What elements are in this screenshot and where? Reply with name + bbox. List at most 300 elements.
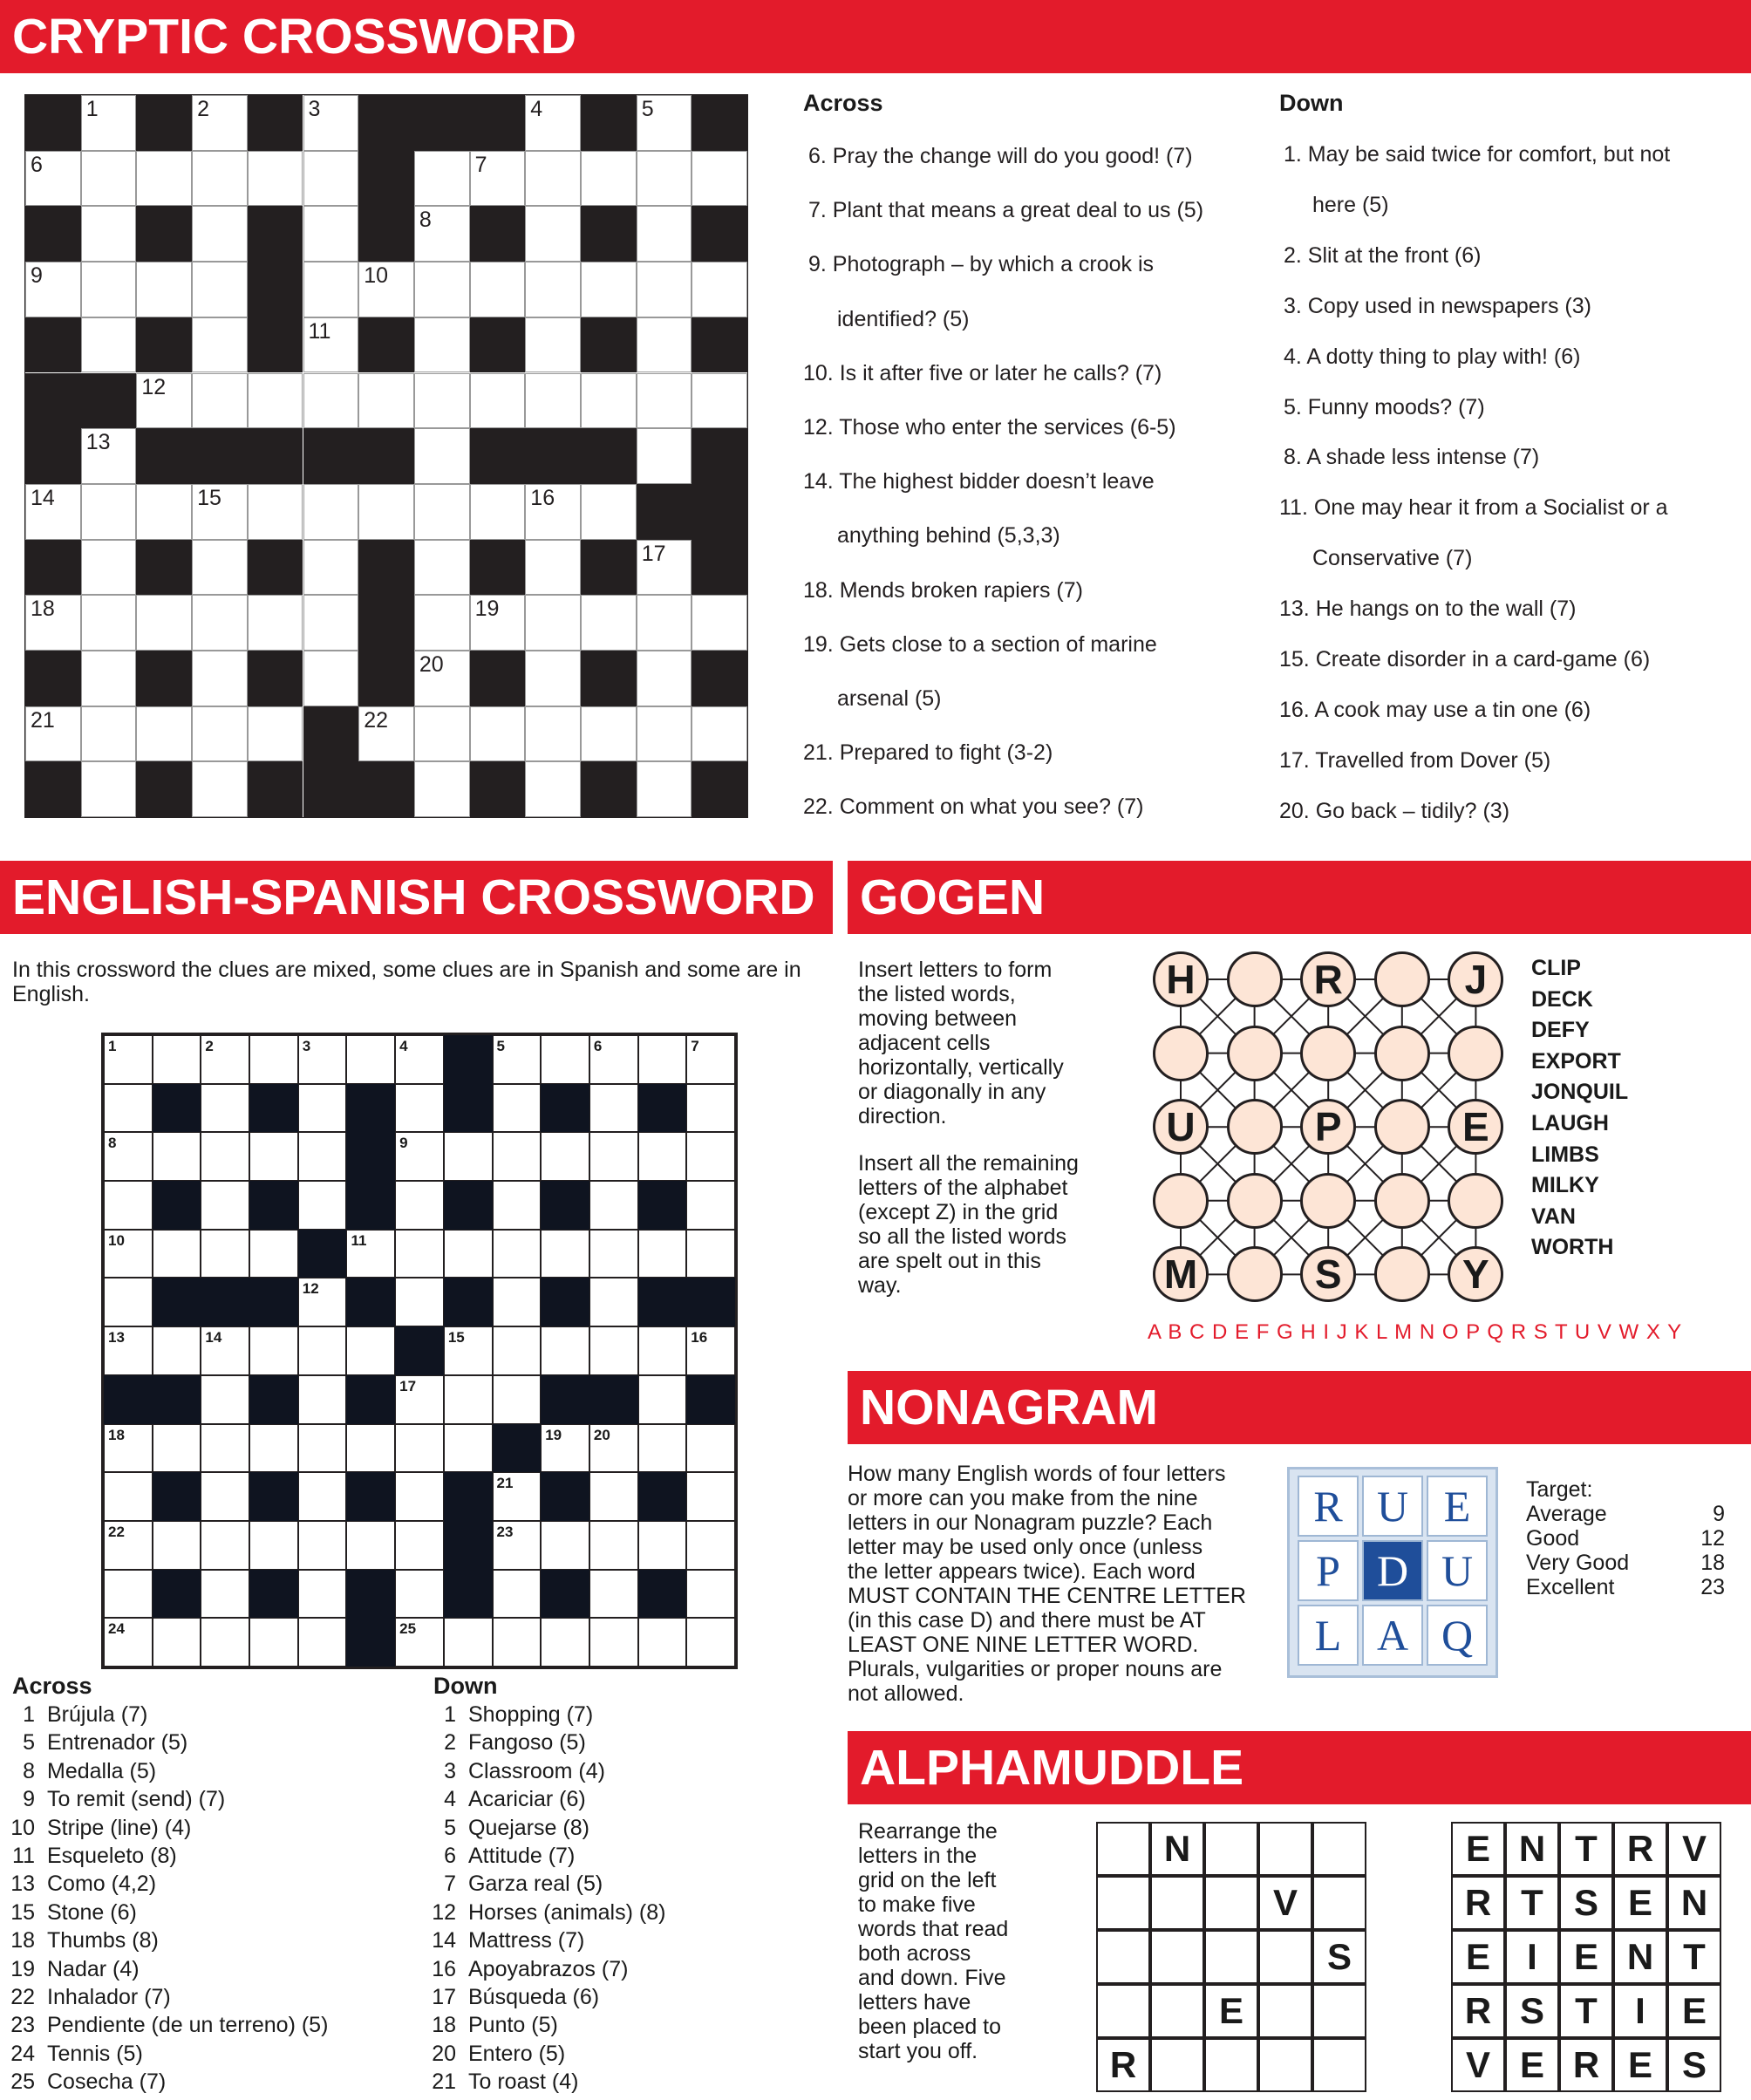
clue-number: 5 — [641, 97, 654, 121]
crossword-cell[interactable] — [493, 1181, 542, 1230]
answer-cell[interactable] — [1096, 1876, 1150, 1930]
crossword-cell[interactable] — [192, 151, 248, 207]
crossword-cell[interactable] — [153, 1424, 201, 1473]
crossword-cell[interactable] — [493, 1132, 542, 1181]
target-value: 23 — [1700, 1575, 1725, 1599]
clue-number: 9 — [31, 263, 43, 289]
answer-cell[interactable] — [1150, 1876, 1204, 1930]
answer-cell[interactable] — [1258, 1822, 1312, 1876]
clue-text: Tennis (5) — [47, 2041, 143, 2066]
across-clue — [0, 1787, 225, 1812]
crossword-cell[interactable] — [395, 1084, 444, 1133]
crossword-cell[interactable] — [346, 1035, 395, 1084]
crossword-cell[interactable] — [395, 1181, 444, 1230]
across-clue: 19. Gets close to a section of marine — [803, 631, 1157, 657]
crossword-cell[interactable] — [637, 706, 692, 762]
crossword-cell[interactable] — [395, 1521, 444, 1570]
letter-tile: Q — [1427, 1605, 1488, 1666]
crossword-cell[interactable] — [303, 484, 359, 540]
crossword-cell[interactable] — [358, 373, 414, 429]
answer-cell[interactable] — [1258, 2038, 1312, 2092]
crossword-cell[interactable] — [692, 595, 747, 651]
gogen-cell[interactable] — [1227, 951, 1283, 1007]
crossword-cell[interactable] — [81, 651, 137, 706]
crossword-cell[interactable] — [692, 373, 747, 429]
answer-cell[interactable] — [1312, 2038, 1366, 2092]
gogen-cell[interactable]: M — [1153, 1246, 1209, 1302]
gogen-cell[interactable] — [1300, 1173, 1356, 1229]
instruction-line: Rearrange the — [858, 1819, 998, 1844]
black-square — [470, 95, 526, 151]
crossword-cell[interactable] — [414, 262, 470, 317]
black-square — [248, 761, 303, 817]
gogen-cell[interactable] — [1448, 1173, 1503, 1229]
target-value: 9 — [1713, 1502, 1725, 1526]
crossword-cell[interactable] — [201, 1230, 249, 1278]
gogen-word: VAN — [1531, 1203, 1576, 1229]
black-square — [346, 1618, 395, 1667]
crossword-cell[interactable] — [153, 1521, 201, 1570]
gogen-cell[interactable] — [1300, 1026, 1356, 1081]
clue-text: Esqueleto (8) — [47, 1844, 177, 1868]
gogen-cell[interactable] — [1153, 1026, 1209, 1081]
gogen-cell[interactable]: E — [1448, 1099, 1503, 1155]
answer-cell[interactable] — [1204, 1822, 1258, 1876]
crossword-cell[interactable] — [414, 317, 470, 373]
crossword-cell[interactable] — [153, 1035, 201, 1084]
crossword-cell[interactable] — [201, 1424, 249, 1473]
black-square — [692, 428, 747, 484]
crossword-cell[interactable] — [81, 206, 137, 262]
black-square — [346, 1278, 395, 1326]
crossword-cell[interactable] — [541, 1618, 589, 1667]
gogen-cell[interactable] — [1374, 951, 1430, 1007]
crossword-cell[interactable] — [192, 761, 248, 817]
black-square — [346, 1181, 395, 1230]
crossword-cell[interactable] — [589, 1618, 638, 1667]
crossword-cell[interactable] — [589, 1084, 638, 1133]
crossword-cell[interactable] — [541, 1326, 589, 1375]
crossword-cell[interactable] — [249, 1521, 298, 1570]
crossword-cell[interactable] — [541, 1230, 589, 1278]
gogen-cell[interactable]: R — [1300, 951, 1356, 1007]
instruction-line: letters of the alphabet — [858, 1176, 1068, 1200]
answer-cell[interactable] — [1204, 1876, 1258, 1930]
crossword-cell[interactable] — [298, 1521, 347, 1570]
crossword-cell[interactable] — [637, 595, 692, 651]
crossword-cell[interactable] — [395, 1570, 444, 1619]
across-clue — [0, 2013, 328, 2038]
crossword-cell[interactable] — [638, 1424, 687, 1473]
crossword-cell[interactable] — [192, 206, 248, 262]
answer-cell[interactable] — [1312, 1822, 1366, 1876]
crossword-cell[interactable] — [414, 706, 470, 762]
gogen-cell[interactable] — [1227, 1173, 1283, 1229]
alphamuddle-instructions — [858, 1819, 1008, 2063]
crossword-cell[interactable] — [589, 1472, 638, 1521]
crossword-cell[interactable] — [637, 428, 692, 484]
gogen-cell[interactable]: H — [1153, 951, 1209, 1007]
crossword-cell[interactable] — [525, 151, 581, 207]
crossword-cell[interactable] — [638, 1375, 687, 1424]
crossword-cell[interactable] — [493, 1618, 542, 1667]
answer-cell[interactable] — [1096, 1822, 1150, 1876]
crossword-cell[interactable] — [493, 1375, 542, 1424]
crossword-cell[interactable] — [104, 1472, 153, 1521]
gogen-cell[interactable] — [1374, 1026, 1430, 1081]
crossword-cell[interactable] — [686, 1181, 735, 1230]
crossword-cell[interactable] — [414, 428, 470, 484]
crossword-cell[interactable] — [525, 595, 581, 651]
crossword-cell[interactable] — [444, 1132, 493, 1181]
crossword-cell[interactable] — [153, 1230, 201, 1278]
crossword-cell[interactable] — [303, 595, 359, 651]
crossword-cell[interactable] — [638, 1132, 687, 1181]
gogen-cell[interactable] — [1227, 1246, 1283, 1302]
gogen-cell[interactable]: S — [1300, 1246, 1356, 1302]
crossword-cell[interactable] — [637, 317, 692, 373]
crossword-cell[interactable] — [104, 1084, 153, 1133]
letter-tile: A — [1362, 1605, 1423, 1666]
crossword-cell[interactable] — [303, 651, 359, 706]
crossword-cell[interactable] — [493, 1278, 542, 1326]
crossword-cell[interactable] — [637, 151, 692, 207]
crossword-cell[interactable] — [470, 262, 526, 317]
crossword-cell[interactable] — [201, 1375, 249, 1424]
crossword-cell[interactable] — [81, 484, 137, 540]
black-square — [638, 1084, 687, 1133]
gogen-cell[interactable]: Y — [1448, 1246, 1503, 1302]
answer-cell[interactable] — [1312, 1984, 1366, 2038]
crossword-cell[interactable] — [136, 262, 192, 317]
crossword-cell[interactable] — [153, 1618, 201, 1667]
crossword-cell[interactable] — [201, 1132, 249, 1181]
crossword-cell[interactable] — [153, 1132, 201, 1181]
crossword-cell[interactable] — [444, 1618, 493, 1667]
crossword-cell[interactable] — [581, 595, 637, 651]
crossword-cell[interactable] — [493, 1570, 542, 1619]
instruction-line: LEAST ONE NINE LETTER WORD. — [848, 1633, 1199, 1657]
crossword-cell[interactable] — [81, 151, 137, 207]
crossword-cell[interactable] — [136, 706, 192, 762]
black-square — [303, 428, 359, 484]
gogen-cell[interactable]: P — [1300, 1099, 1356, 1155]
clue-number: 8 — [23, 1758, 35, 1783]
instruction-line: How many English words of four letters — [848, 1462, 1226, 1486]
crossword-cell[interactable] — [525, 206, 581, 262]
crossword-cell[interactable] — [692, 151, 747, 207]
crossword-cell[interactable] — [686, 1230, 735, 1278]
crossword-cell[interactable] — [303, 206, 359, 262]
crossword-cell[interactable] — [638, 1230, 687, 1278]
crossword-cell[interactable] — [201, 1618, 249, 1667]
clue-number: 19 — [10, 1956, 35, 1981]
crossword-cell[interactable] — [470, 484, 526, 540]
crossword-cell[interactable] — [470, 373, 526, 429]
crossword-cell[interactable] — [686, 1472, 735, 1521]
crossword-cell[interactable] — [298, 1132, 347, 1181]
black-square — [25, 761, 81, 817]
across-clue — [0, 1957, 140, 1982]
instruction-line: start you off. — [858, 2039, 978, 2063]
crossword-cell[interactable] — [493, 1230, 542, 1278]
crossword-cell[interactable] — [136, 151, 192, 207]
crossword-cell[interactable] — [249, 1035, 298, 1084]
crossword-cell[interactable] — [581, 373, 637, 429]
crossword-cell[interactable] — [525, 373, 581, 429]
clue-number: 23 — [10, 2013, 35, 2038]
black-square — [249, 1570, 298, 1619]
crossword-cell[interactable] — [153, 1326, 201, 1375]
crossword-cell[interactable] — [192, 595, 248, 651]
crossword-cell[interactable] — [136, 484, 192, 540]
crossword-cell[interactable] — [637, 206, 692, 262]
crossword-cell[interactable] — [686, 1618, 735, 1667]
answer-cell[interactable] — [1150, 1930, 1204, 1984]
crossword-cell[interactable] — [589, 1521, 638, 1570]
answer-cell[interactable] — [1204, 1930, 1258, 1984]
crossword-cell[interactable] — [493, 1084, 542, 1133]
black-square — [358, 595, 414, 651]
down-clue: 8. A shade less intense (7) — [1284, 445, 1540, 470]
crossword-cell[interactable] — [414, 373, 470, 429]
answer-cell[interactable] — [1096, 1984, 1150, 2038]
crossword-cell[interactable] — [581, 262, 637, 317]
answer-cell[interactable]: N — [1150, 1822, 1204, 1876]
down-clue — [421, 1702, 593, 1728]
crossword-cell[interactable] — [414, 540, 470, 596]
crossword-cell[interactable] — [104, 1181, 153, 1230]
crossword-cell[interactable] — [298, 1472, 347, 1521]
crossword-cell[interactable] — [248, 595, 303, 651]
crossword-cell[interactable] — [104, 1278, 153, 1326]
crossword-cell[interactable] — [637, 262, 692, 317]
crossword-cell[interactable] — [686, 1424, 735, 1473]
crossword-cell[interactable] — [541, 1132, 589, 1181]
crossword-cell[interactable] — [136, 595, 192, 651]
crossword-cell[interactable] — [525, 540, 581, 596]
black-square — [692, 651, 747, 706]
crossword-cell[interactable] — [414, 761, 470, 817]
crossword-cell[interactable] — [248, 484, 303, 540]
crossword-cell[interactable] — [303, 151, 359, 207]
crossword-cell[interactable] — [525, 317, 581, 373]
crossword-cell[interactable] — [248, 373, 303, 429]
across-clue: arsenal (5) — [837, 686, 942, 711]
crossword-cell[interactable] — [201, 1521, 249, 1570]
crossword-cell[interactable] — [414, 484, 470, 540]
crossword-cell[interactable] — [589, 1570, 638, 1619]
crossword-cell[interactable] — [686, 1084, 735, 1133]
crossword-cell[interactable] — [444, 1230, 493, 1278]
crossword-cell[interactable] — [249, 1326, 298, 1375]
answer-cell[interactable] — [1096, 1930, 1150, 1984]
crossword-cell[interactable] — [303, 373, 359, 429]
crossword-cell[interactable] — [686, 1521, 735, 1570]
crossword-cell[interactable] — [589, 1326, 638, 1375]
clue-text: Horses (animals) (8) — [468, 1899, 666, 1925]
gogen-cell[interactable] — [1448, 1026, 1503, 1081]
crossword-cell[interactable] — [81, 262, 137, 317]
crossword-cell[interactable] — [249, 1132, 298, 1181]
crossword-cell[interactable] — [192, 706, 248, 762]
clue-text: Como (4,2) — [47, 1872, 157, 1897]
answer-cell[interactable]: E — [1204, 1984, 1258, 2038]
answer-cell[interactable] — [1258, 1984, 1312, 2038]
crossword-cell[interactable] — [692, 706, 747, 762]
black-square — [104, 1375, 153, 1424]
answer-cell[interactable]: S — [1312, 1930, 1366, 1984]
crossword-cell[interactable] — [192, 373, 248, 429]
crossword-cell[interactable] — [637, 761, 692, 817]
crossword-cell[interactable] — [581, 706, 637, 762]
crossword-cell[interactable] — [81, 706, 137, 762]
crossword-cell[interactable] — [192, 262, 248, 317]
crossword-cell[interactable] — [638, 1035, 687, 1084]
crossword-cell[interactable] — [395, 1230, 444, 1278]
black-square — [303, 706, 359, 762]
crossword-cell[interactable] — [525, 761, 581, 817]
clue-number: 12 — [141, 374, 167, 399]
crossword-cell[interactable] — [589, 1181, 638, 1230]
crossword-cell[interactable] — [81, 540, 137, 596]
clue-number: 11 — [12, 1844, 35, 1868]
gogen-word: EXPORT — [1531, 1048, 1621, 1074]
crossword-cell[interactable] — [192, 317, 248, 373]
crossword-cell[interactable] — [192, 540, 248, 596]
gogen-cell[interactable] — [1374, 1246, 1430, 1302]
gogen-instructions-2 — [858, 1151, 1079, 1298]
crossword-cell[interactable] — [589, 1132, 638, 1181]
crossword-cell[interactable] — [249, 1618, 298, 1667]
crossword-cell[interactable] — [298, 1618, 347, 1667]
gogen-cell[interactable]: U — [1153, 1099, 1209, 1155]
black-square — [444, 1472, 493, 1521]
crossword-cell[interactable] — [525, 706, 581, 762]
gogen-cell[interactable] — [1374, 1173, 1430, 1229]
crossword-cell[interactable] — [201, 1570, 249, 1619]
instruction-line: grid on the left — [858, 1868, 997, 1892]
crossword-cell[interactable] — [249, 1424, 298, 1473]
answer-cell[interactable] — [1312, 1876, 1366, 1930]
crossword-cell[interactable] — [346, 1424, 395, 1473]
answer-cell[interactable]: R — [1096, 2038, 1150, 2092]
clue-number: 17 — [432, 1985, 456, 2009]
black-square — [25, 373, 81, 429]
crossword-cell[interactable] — [541, 1521, 589, 1570]
across-clue: 6. Pray the change will do you good! (7) — [808, 144, 1193, 168]
clue-number: 18 — [10, 1928, 35, 1953]
crossword-cell[interactable] — [638, 1521, 687, 1570]
crossword-cell[interactable] — [248, 706, 303, 762]
crossword-cell[interactable] — [692, 262, 747, 317]
crossword-cell[interactable] — [248, 151, 303, 207]
answer-cell[interactable]: V — [1258, 1876, 1312, 1930]
crossword-cell[interactable] — [686, 1132, 735, 1181]
answer-cell[interactable] — [1258, 1930, 1312, 1984]
instruction-line: letters have — [858, 1990, 971, 2015]
crossword-cell[interactable] — [493, 1326, 542, 1375]
gogen-cell[interactable] — [1227, 1099, 1283, 1155]
answer-cell[interactable] — [1204, 2038, 1258, 2092]
black-square — [192, 428, 248, 484]
gogen-cell[interactable] — [1153, 1173, 1209, 1229]
crossword-cell[interactable] — [637, 373, 692, 429]
clue-text: Thumbs (8) — [47, 1928, 159, 1953]
down-clue — [421, 1928, 584, 1953]
crossword-cell[interactable] — [589, 1230, 638, 1278]
crossword-cell[interactable] — [303, 262, 359, 317]
black-square — [581, 540, 637, 596]
crossword-cell[interactable] — [637, 651, 692, 706]
crossword-cell[interactable] — [395, 1278, 444, 1326]
answer-cell[interactable] — [1150, 2038, 1204, 2092]
crossword-cell[interactable] — [525, 651, 581, 706]
crossword-cell[interactable] — [201, 1084, 249, 1133]
crossword-cell[interactable] — [298, 1084, 347, 1133]
letter-cell: R — [1613, 1822, 1667, 1876]
crossword-cell[interactable] — [298, 1375, 347, 1424]
crossword-cell[interactable] — [525, 262, 581, 317]
crossword-cell[interactable] — [414, 595, 470, 651]
crossword-cell[interactable] — [346, 1521, 395, 1570]
crossword-cell[interactable] — [249, 1230, 298, 1278]
crossword-cell[interactable] — [298, 1326, 347, 1375]
crossword-cell[interactable] — [470, 706, 526, 762]
crossword-cell[interactable] — [346, 1326, 395, 1375]
gogen-cell[interactable] — [1374, 1099, 1430, 1155]
crossword-cell[interactable] — [303, 540, 359, 596]
gogen-cell[interactable]: J — [1448, 951, 1503, 1007]
crossword-cell[interactable] — [358, 484, 414, 540]
clue-number: 8 — [108, 1135, 117, 1152]
crossword-cell[interactable] — [298, 1570, 347, 1619]
crossword-cell[interactable] — [581, 151, 637, 207]
crossword-cell[interactable] — [192, 651, 248, 706]
clue-number: 13 — [85, 430, 111, 455]
english-spanish-intro: In this crossword the clues are mixed, some clues are in Spanish and some are in English. — [12, 958, 801, 1006]
crossword-cell[interactable] — [298, 1424, 347, 1473]
crossword-cell[interactable] — [81, 317, 137, 373]
black-square — [541, 1181, 589, 1230]
crossword-cell[interactable] — [581, 484, 637, 540]
crossword-cell[interactable] — [638, 1618, 687, 1667]
answer-cell[interactable] — [1150, 1984, 1204, 2038]
crossword-cell[interactable] — [444, 1424, 493, 1473]
crossword-cell[interactable] — [589, 1278, 638, 1326]
crossword-cell[interactable] — [298, 1181, 347, 1230]
black-square — [637, 484, 692, 540]
across-clue — [0, 1872, 156, 1897]
crossword-cell[interactable] — [104, 1570, 153, 1619]
crossword-cell[interactable] — [444, 1375, 493, 1424]
crossword-cell[interactable] — [81, 761, 137, 817]
crossword-cell[interactable] — [541, 1035, 589, 1084]
crossword-cell[interactable] — [395, 1472, 444, 1521]
crossword-cell[interactable] — [395, 1424, 444, 1473]
clue-number: 1 — [108, 1038, 117, 1054]
letter-cell: T — [1505, 1876, 1559, 1930]
crossword-cell[interactable] — [414, 151, 470, 207]
black-square — [346, 1570, 395, 1619]
gogen-cell[interactable] — [1227, 1026, 1283, 1081]
crossword-cell[interactable] — [201, 1472, 249, 1521]
black-square — [153, 1278, 201, 1326]
crossword-cell[interactable] — [638, 1326, 687, 1375]
crossword-cell[interactable] — [201, 1181, 249, 1230]
crossword-cell[interactable] — [81, 595, 137, 651]
crossword-cell[interactable] — [686, 1570, 735, 1619]
